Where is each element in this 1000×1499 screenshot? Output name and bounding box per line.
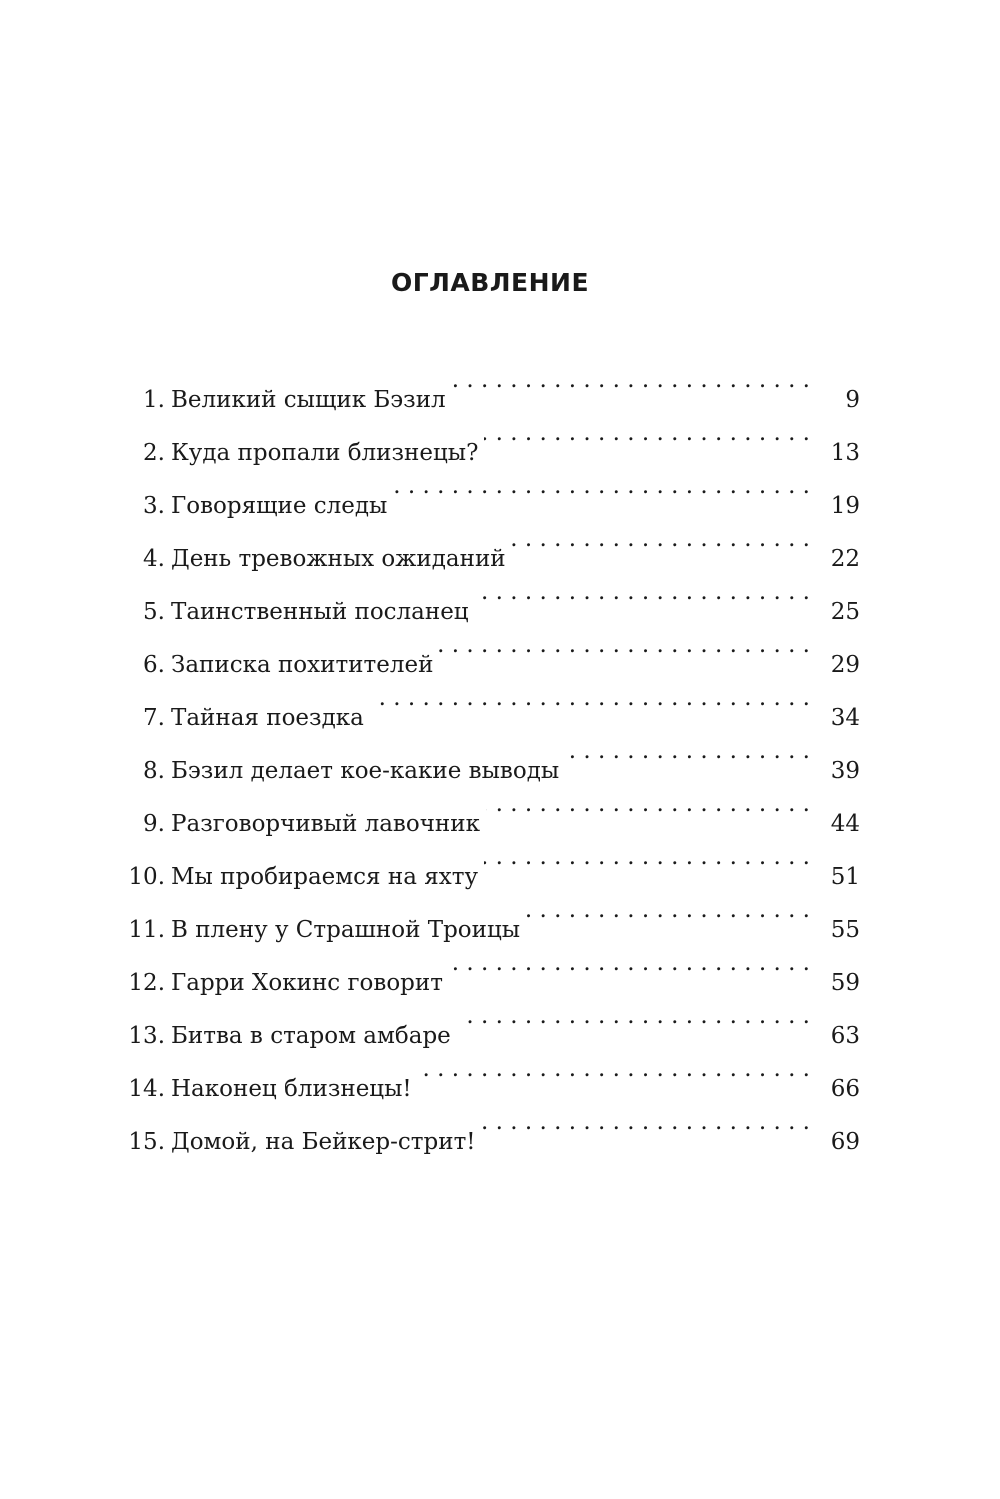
- chapter-title: Мы пробираемся на яхту: [171, 864, 478, 890]
- chapter-number: 3.: [143, 493, 165, 519]
- chapter-title: Гарри Хокинс говорит: [171, 970, 443, 996]
- page-number: 44: [830, 811, 860, 837]
- chapter-title: Наконец близнецы!: [171, 1076, 412, 1102]
- chapter-number: 9.: [143, 811, 165, 837]
- page-number: 55: [830, 917, 860, 943]
- chapter-title: Куда пропали близнецы?: [171, 440, 479, 466]
- dot-leader: [482, 1096, 810, 1149]
- dot-leader: [486, 778, 810, 831]
- page-number: 69: [830, 1129, 860, 1155]
- chapter-title: В плену у Страшной Троицы: [171, 917, 521, 943]
- chapter-number: 12.: [128, 970, 165, 996]
- dot-leader: [449, 937, 810, 990]
- chapter-number: 4.: [143, 546, 165, 572]
- chapter-title: Записка похитителей: [171, 652, 434, 678]
- dot-leader: [526, 884, 810, 937]
- chapter-title: Разговорчивый лавочник: [171, 811, 480, 837]
- page-number: 59: [830, 970, 860, 996]
- chapter-number: 15.: [128, 1129, 165, 1155]
- chapter-title: Говорящие следы: [171, 493, 388, 519]
- chapter-title: День тревожных ожиданий: [171, 546, 506, 572]
- chapter-number: 6.: [143, 652, 165, 678]
- page-number: 9: [845, 387, 860, 413]
- page-number: 34: [830, 705, 860, 731]
- chapter-number: 13.: [128, 1023, 165, 1049]
- page-number: 19: [830, 493, 860, 519]
- dot-leader: [475, 566, 810, 619]
- chapter-number: 7.: [143, 705, 165, 731]
- toc-entry: [120, 354, 860, 413]
- chapter-title: Тайная поездка: [171, 705, 364, 731]
- page-number: 13: [830, 440, 860, 466]
- chapter-number: 8.: [143, 758, 165, 784]
- chapter-title: Бэзил делает кое-какие выводы: [171, 758, 560, 784]
- chapter-number: 11.: [128, 917, 165, 943]
- dot-leader: [565, 725, 810, 778]
- chapter-number: 1.: [143, 387, 165, 413]
- chapter-title: Домой, на Бейкер-стрит!: [171, 1129, 476, 1155]
- dot-leader: [452, 354, 810, 407]
- chapter-number: 2.: [143, 440, 165, 466]
- dot-leader: [512, 513, 810, 566]
- page-number: 66: [830, 1076, 860, 1102]
- chapter-title: Битва в старом амбаре: [171, 1023, 451, 1049]
- chapter-number: 10.: [128, 864, 165, 890]
- page-number: 39: [830, 758, 860, 784]
- page-number: 51: [830, 864, 860, 890]
- page-number: 29: [830, 652, 860, 678]
- chapter-number: 14.: [128, 1076, 165, 1102]
- dot-leader: [393, 460, 810, 513]
- chapter-title: Таинственный посланец: [171, 599, 469, 625]
- chapter-title: Великий сыщик Бэзил: [171, 387, 446, 413]
- toc-list: [120, 354, 860, 1155]
- dot-leader: [418, 1043, 810, 1096]
- dot-leader: [370, 672, 810, 725]
- page-number: 22: [830, 546, 860, 572]
- dot-leader: [484, 407, 810, 460]
- dot-leader: [439, 619, 810, 672]
- dot-leader: [484, 831, 810, 884]
- page-number: 63: [830, 1023, 860, 1049]
- dot-leader: [457, 990, 810, 1043]
- toc-title: ОГЛАВЛЕНИЕ: [390, 268, 590, 297]
- page-number: 25: [830, 599, 860, 625]
- chapter-number: 5.: [143, 599, 165, 625]
